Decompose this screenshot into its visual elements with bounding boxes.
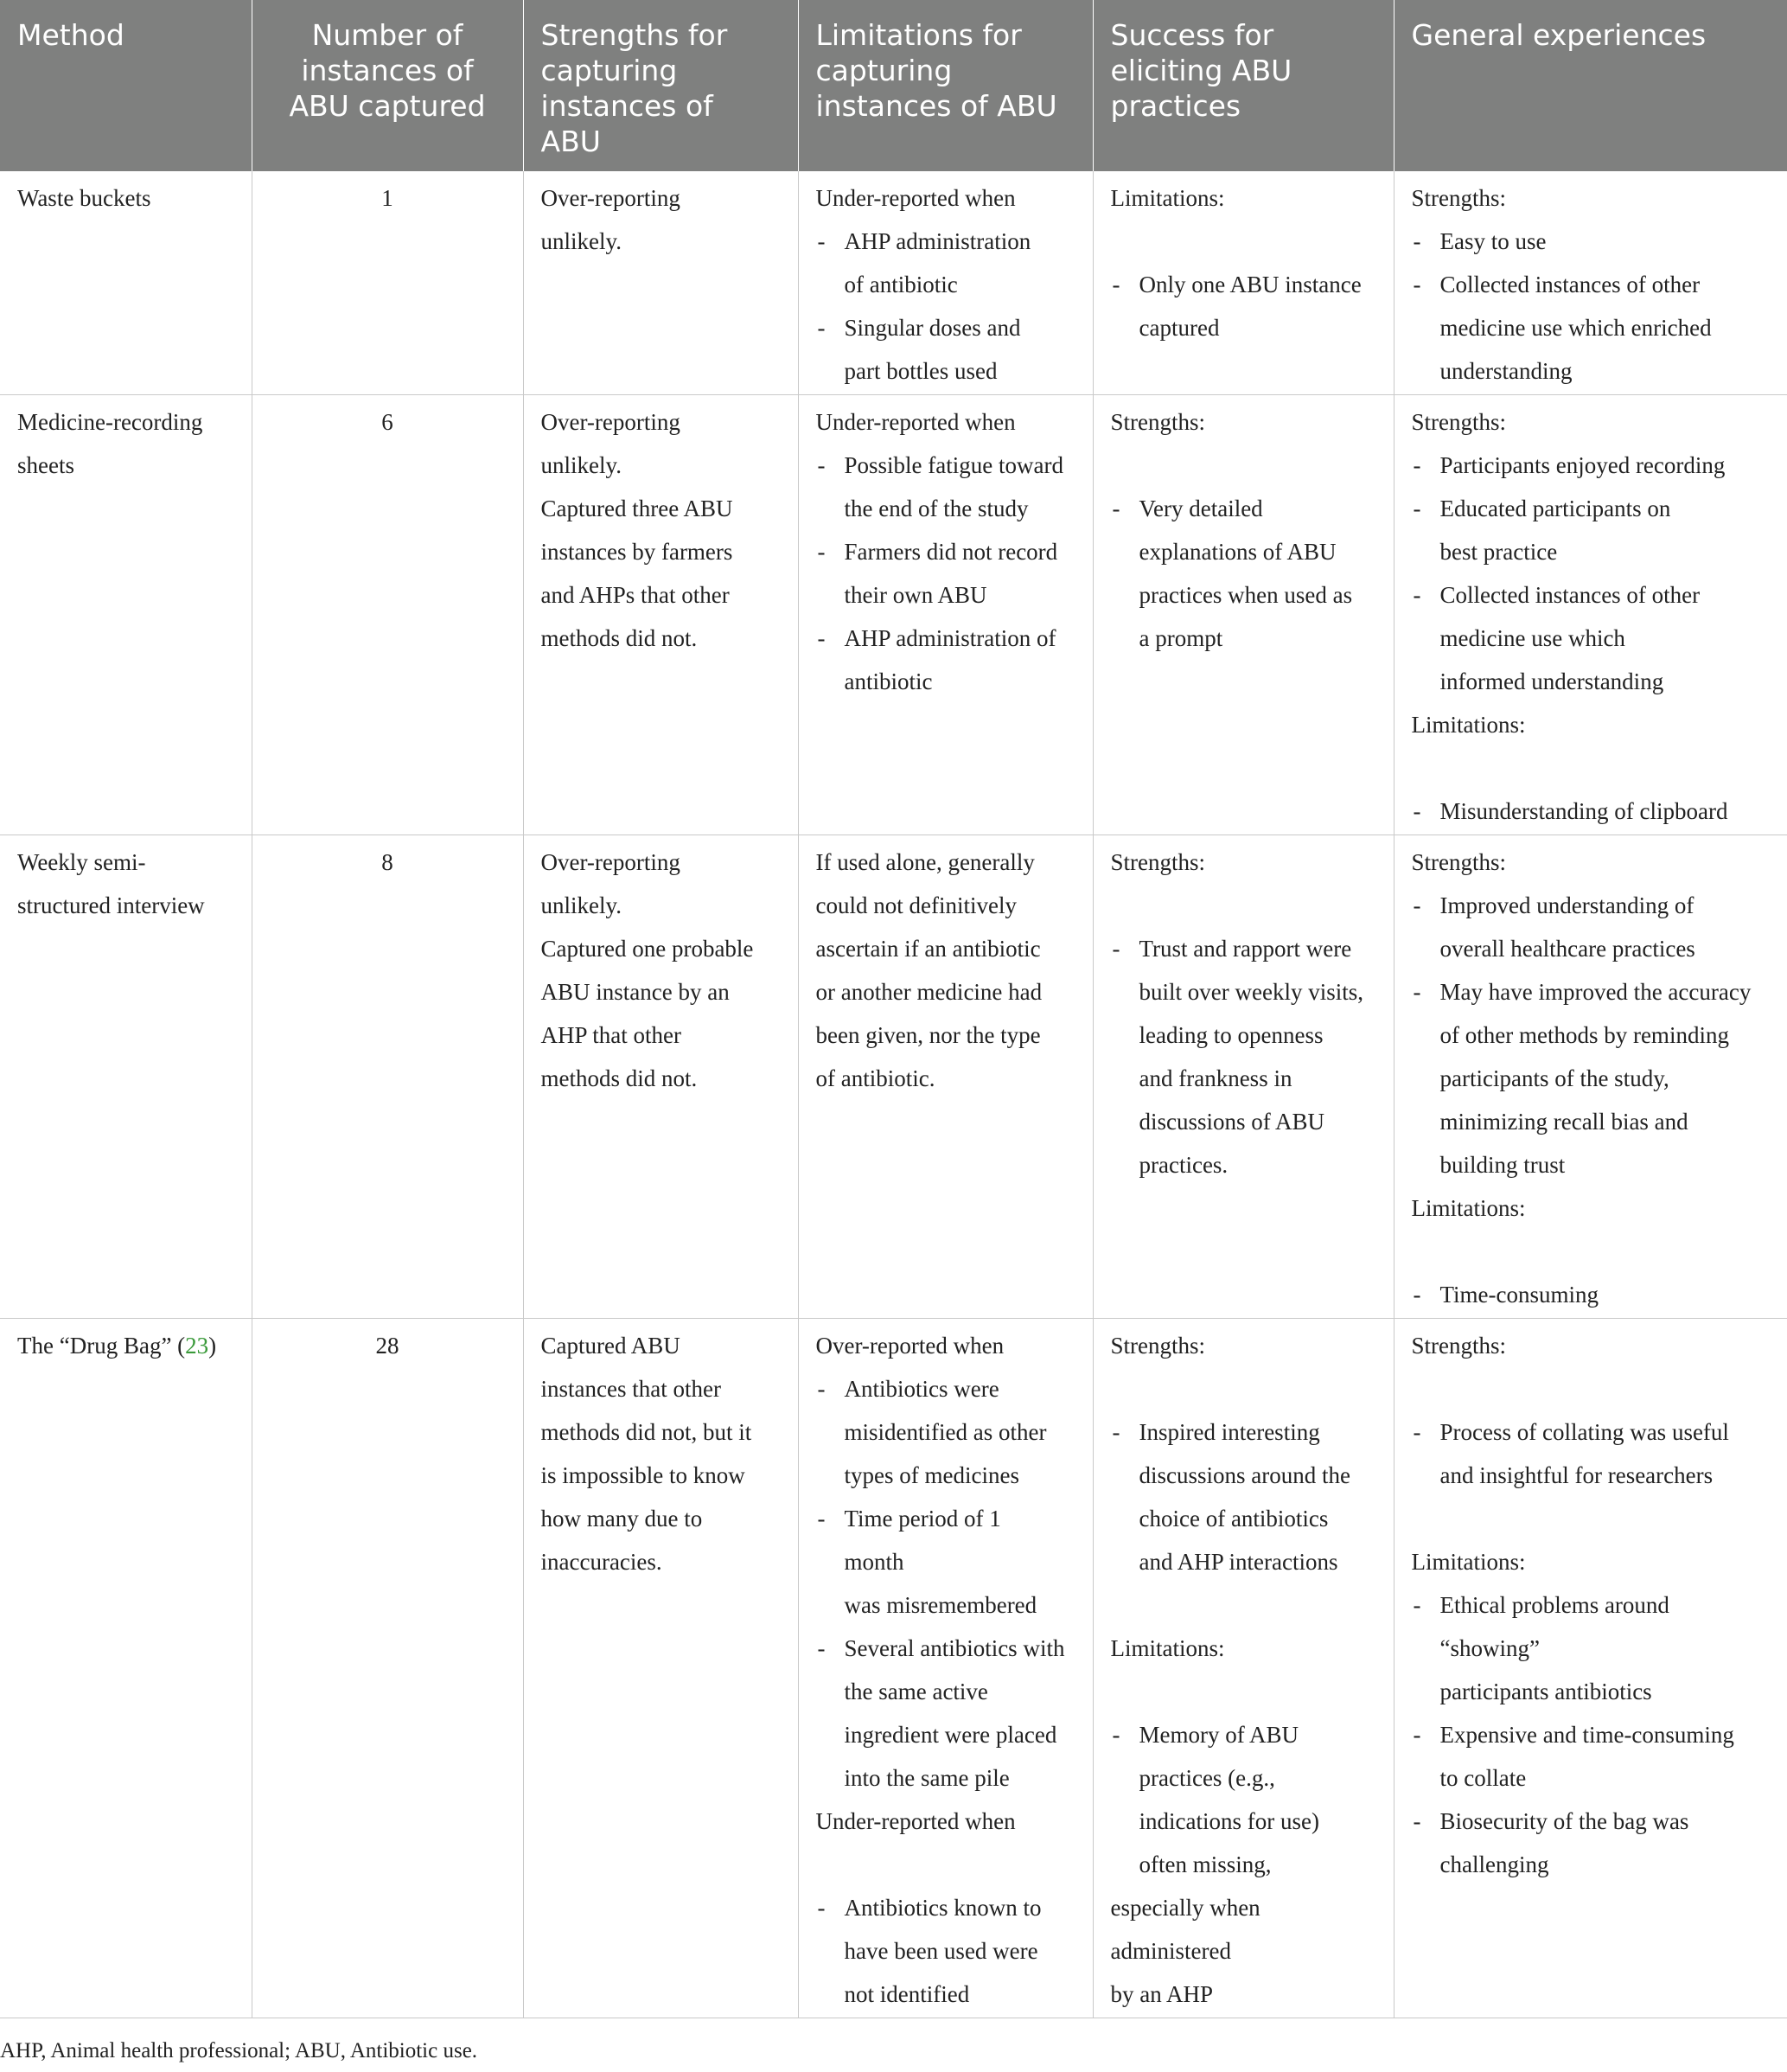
cell-general [1394,835,1787,1319]
text-line: best practice [1439,539,1558,565]
text-line: Strengths: [1110,849,1206,875]
bullet-item [816,617,1075,660]
method-name: Medicine-recording sheets [17,409,203,478]
bullet-item [1111,263,1376,306]
bullet-dash: - [1112,1722,1120,1748]
bullet-item [1412,220,1771,263]
text-line: Over-reporting [540,409,680,435]
text-line: captured [1139,315,1220,341]
table-row [0,171,1787,395]
bullet-text: Educated participants on [1439,496,1671,521]
blank-line [1412,746,1771,790]
bullet-text: Trust and rapport were [1139,936,1352,962]
bullet-item [816,1367,1075,1410]
method-name: The “Drug Bag” ( [17,1333,186,1359]
text-line: unlikely. [540,228,622,254]
text-line: minimizing recall bias and [1439,1109,1688,1135]
text-line: not identified [844,1981,970,2007]
bullet-dash: - [817,1635,826,1661]
bullet-text: Antibiotics were [844,1376,999,1402]
text-line: Limitations: [1411,712,1526,738]
bullet-text: AHP administration of [844,625,1056,651]
method-name-close: ) [208,1333,217,1359]
table-body [0,171,1787,2018]
bullet-text: Collected instances of other [1439,272,1701,297]
bullet-dash: - [817,625,826,651]
bullet-item [1412,970,1771,1014]
bullet-text: Misunderstanding of clipboard [1439,798,1728,824]
text-line: methods did not. [540,625,698,651]
cell-count: 6 [252,395,523,835]
bullet-text: Participants enjoyed recording [1439,452,1726,478]
text-line: Captured three ABU [540,496,733,521]
bullet-text: AHP administration [844,228,1031,254]
text-line: Under-reported when [815,409,1016,435]
text-line: of antibiotic. [815,1065,935,1091]
text-line: often missing, [1139,1851,1272,1877]
text-line: is impossible to know [540,1462,745,1488]
text-line: Over-reported when [815,1333,1005,1359]
blank-line [1111,444,1376,487]
text-line: choice of antibiotics [1139,1506,1329,1532]
blank-line [1111,1670,1376,1713]
text-line: administered [1110,1938,1231,1964]
bullet-item [816,1627,1075,1670]
text-line: antibiotic [844,668,933,694]
bullet-text: Ethical problems around [1439,1592,1669,1618]
bullet-dash: - [1413,1722,1421,1748]
text-line: Under-reported when [815,185,1016,211]
header-strengths: Strengths for capturing instances of ABU [523,0,798,171]
text-line: Strengths: [1411,409,1507,435]
bullet-dash: - [1112,496,1120,521]
header-method: Method [0,0,252,171]
cell-count: 8 [252,835,523,1319]
bullet-text: Expensive and time-consuming [1439,1722,1734,1748]
text-line: medicine use which [1439,625,1625,651]
text-line: especially when [1110,1895,1260,1921]
bullet-item [1111,927,1376,970]
bullet-text: Singular doses and [844,315,1021,341]
bullet-dash: - [1112,1419,1120,1445]
text-line: informed understanding [1439,668,1664,694]
bullet-item [1412,1713,1771,1756]
text-line: ascertain if an antibiotic [815,936,1041,962]
text-line: Captured one probable [540,936,754,962]
text-line: into the same pile [844,1765,1010,1791]
text-line: misidentified as other [844,1419,1047,1445]
text-line: how many due to [540,1506,703,1532]
text-line: Limitations: [1110,185,1225,211]
text-line: part bottles used [844,358,998,384]
cell-method [0,395,252,835]
bullet-item [1111,1410,1376,1454]
text-line: to collate [1439,1765,1527,1791]
text-line: types of medicines [844,1462,1019,1488]
bullet-text: Process of collating was useful [1439,1419,1729,1445]
text-line: discussions of ABU [1139,1109,1325,1135]
bullet-text: Time period of 1 [844,1506,1001,1532]
text-line: overall healthcare practices [1439,936,1695,962]
bullet-text: May have improved the accuracy [1439,979,1752,1005]
text-line: Strengths: [1110,1333,1206,1359]
text-line: their own ABU [844,582,987,608]
text-line: Limitations: [1411,1549,1526,1575]
bullet-item [1412,884,1771,927]
bullet-item [1412,487,1771,530]
bullet-dash: - [1413,1592,1421,1618]
method-name: Weekly semi-structured interview [17,849,205,918]
bullet-item [1412,1583,1771,1627]
blank-line [1412,1497,1771,1540]
bullet-text: Very detailed [1139,496,1263,521]
header-limitations: Limitations for capturing instances of ABU [798,0,1093,171]
text-line: the same active [844,1679,988,1704]
text-line: medicine use which enriched [1439,315,1712,341]
table-header [0,0,1787,171]
bullet-item [1412,1273,1771,1316]
cell-strengths [523,1319,798,2018]
bullet-item [1412,444,1771,487]
text-line: Strengths: [1411,185,1507,211]
text-line: instances by farmers [540,539,733,565]
text-line: and AHPs that other [540,582,730,608]
cell-success [1093,1319,1394,2018]
bullet-item [816,306,1075,349]
text-line: challenging [1439,1851,1549,1877]
bullet-item [1412,1800,1771,1843]
blank-line [1412,1367,1771,1410]
text-line: leading to openness [1139,1022,1324,1048]
bullet-dash: - [1413,1808,1421,1834]
bullet-dash: - [1112,936,1120,962]
text-line: explanations of ABU [1139,539,1337,565]
bullet-dash: - [817,1506,826,1532]
bullet-dash: - [1413,892,1421,918]
bullet-text: Possible fatigue toward [844,452,1063,478]
bullet-dash: - [1413,228,1421,254]
text-line: unlikely. [540,452,622,478]
text-line: Over-reporting [540,849,680,875]
text-line: understanding [1439,358,1573,384]
bullet-text: Collected instances of other [1439,582,1701,608]
blank-line [816,1843,1075,1886]
text-line: practices. [1139,1152,1229,1178]
cell-strengths [523,171,798,395]
bullet-text: Several antibiotics with [844,1635,1065,1661]
bullet-item [1111,1713,1376,1756]
bullet-item [816,444,1075,487]
text-line: indications for use) [1139,1808,1319,1834]
cell-success [1093,395,1394,835]
text-line: “showing” [1439,1635,1540,1661]
bullet-dash: - [1413,582,1421,608]
bullet-item [1111,487,1376,530]
bullet-dash: - [1413,798,1421,824]
bullet-text: Easy to use [1439,228,1547,254]
text-line: been given, nor the type [815,1022,1041,1048]
text-line: Strengths: [1110,409,1206,435]
bullet-text: Farmers did not record [844,539,1058,565]
blank-line [1111,884,1376,927]
text-line: and insightful for researchers [1439,1462,1714,1488]
cell-method [0,835,252,1319]
bullet-dash: - [1413,272,1421,297]
text-line: and frankness in [1139,1065,1292,1091]
bullet-item [1412,1410,1771,1454]
text-line: could not definitively [815,892,1017,918]
bullet-text: Improved understanding of [1439,892,1694,918]
bullet-dash: - [817,539,826,565]
cell-limitations [798,1319,1093,2018]
text-line: Over-reporting [540,185,680,211]
bullet-item [1412,790,1771,833]
citation-link[interactable]: 23 [185,1333,209,1359]
blank-line [1111,1367,1376,1410]
text-line: practices when used as [1139,582,1353,608]
bullet-dash: - [1112,272,1120,297]
bullet-item [816,530,1075,573]
cell-limitations [798,395,1093,835]
bullet-dash: - [1413,1282,1421,1308]
bullet-dash: - [817,452,826,478]
bullet-text: Time-consuming [1439,1282,1599,1308]
bullet-dash: - [817,1895,826,1921]
text-line: Strengths: [1411,849,1507,875]
method-name: Waste buckets [17,185,151,211]
header-count: Number of instances of ABU captured [252,0,523,171]
text-line: by an AHP [1110,1981,1214,2007]
cell-limitations [798,171,1093,395]
cell-strengths [523,395,798,835]
bullet-text: Biosecurity of the bag was [1439,1808,1689,1834]
bullet-dash: - [817,228,826,254]
text-line: AHP that other [540,1022,681,1048]
cell-method [0,171,252,395]
text-line: the end of the study [844,496,1029,521]
text-line: was misremembered [844,1592,1037,1618]
text-line: discussions around the [1139,1462,1350,1488]
bullet-item [1412,263,1771,306]
cell-general [1394,1319,1787,2018]
text-line: instances that other [540,1376,721,1402]
text-line: methods did not, but it [540,1419,752,1445]
bullet-dash: - [1413,979,1421,1005]
text-line: methods did not. [540,1065,698,1091]
bullet-dash: - [1413,452,1421,478]
cell-limitations [798,835,1093,1319]
bullet-text: Memory of ABU [1139,1722,1299,1748]
text-line: ABU instance by an [540,979,730,1005]
text-line: participants antibiotics [1439,1679,1652,1704]
text-line: practices (e.g., [1139,1765,1275,1791]
table-row [0,1319,1787,2018]
text-line: and AHP interactions [1139,1549,1338,1575]
cell-method [0,1319,252,2018]
text-line: Captured ABU [540,1333,680,1359]
bullet-item [816,1886,1075,1929]
table-row [0,835,1787,1319]
text-line: built over weekly visits, [1139,979,1363,1005]
bullet-item [816,1497,1075,1540]
text-line: Strengths: [1411,1333,1507,1359]
text-line: month [844,1549,904,1575]
blank-line [1412,1230,1771,1273]
text-line: of other methods by reminding [1439,1022,1729,1048]
header-row [0,0,1787,171]
bullet-item [1412,573,1771,617]
text-line: Limitations: [1110,1635,1225,1661]
bullet-text: Inspired interesting [1139,1419,1320,1445]
cell-strengths [523,835,798,1319]
bullet-text: Only one ABU instance [1139,272,1362,297]
cell-count: 28 [252,1319,523,2018]
text-line: have been used were [844,1938,1038,1964]
text-line: a prompt [1139,625,1223,651]
text-line: If used alone, generally [815,849,1035,875]
text-line: ingredient were placed [844,1722,1057,1748]
bullet-dash: - [1413,1419,1421,1445]
bullet-dash: - [1413,496,1421,521]
cell-count: 1 [252,171,523,395]
cell-success [1093,835,1394,1319]
blank-line [1111,1583,1376,1627]
text-line: building trust [1439,1152,1566,1178]
bullet-text: Antibiotics known to [844,1895,1042,1921]
text-line: Limitations: [1411,1195,1526,1221]
cell-general [1394,171,1787,395]
bullet-dash: - [817,1376,826,1402]
text-line: of antibiotic [844,272,958,297]
table-row [0,395,1787,835]
text-line: Under-reported when [815,1808,1016,1834]
bullet-dash: - [817,315,826,341]
cell-success [1093,171,1394,395]
cell-general [1394,395,1787,835]
header-success: Success for eliciting ABU practices [1093,0,1394,171]
text-line: participants of the study, [1439,1065,1669,1091]
blank-line [1111,220,1376,263]
bullet-item [816,220,1075,263]
table-footnote: AHP, Animal health professional; ABU, Antibiotic use. [0,2039,478,2062]
text-line: inaccuracies. [540,1549,662,1575]
text-line: unlikely. [540,892,622,918]
header-general: General experiences [1394,0,1787,171]
text-line: or another medicine had [815,979,1043,1005]
